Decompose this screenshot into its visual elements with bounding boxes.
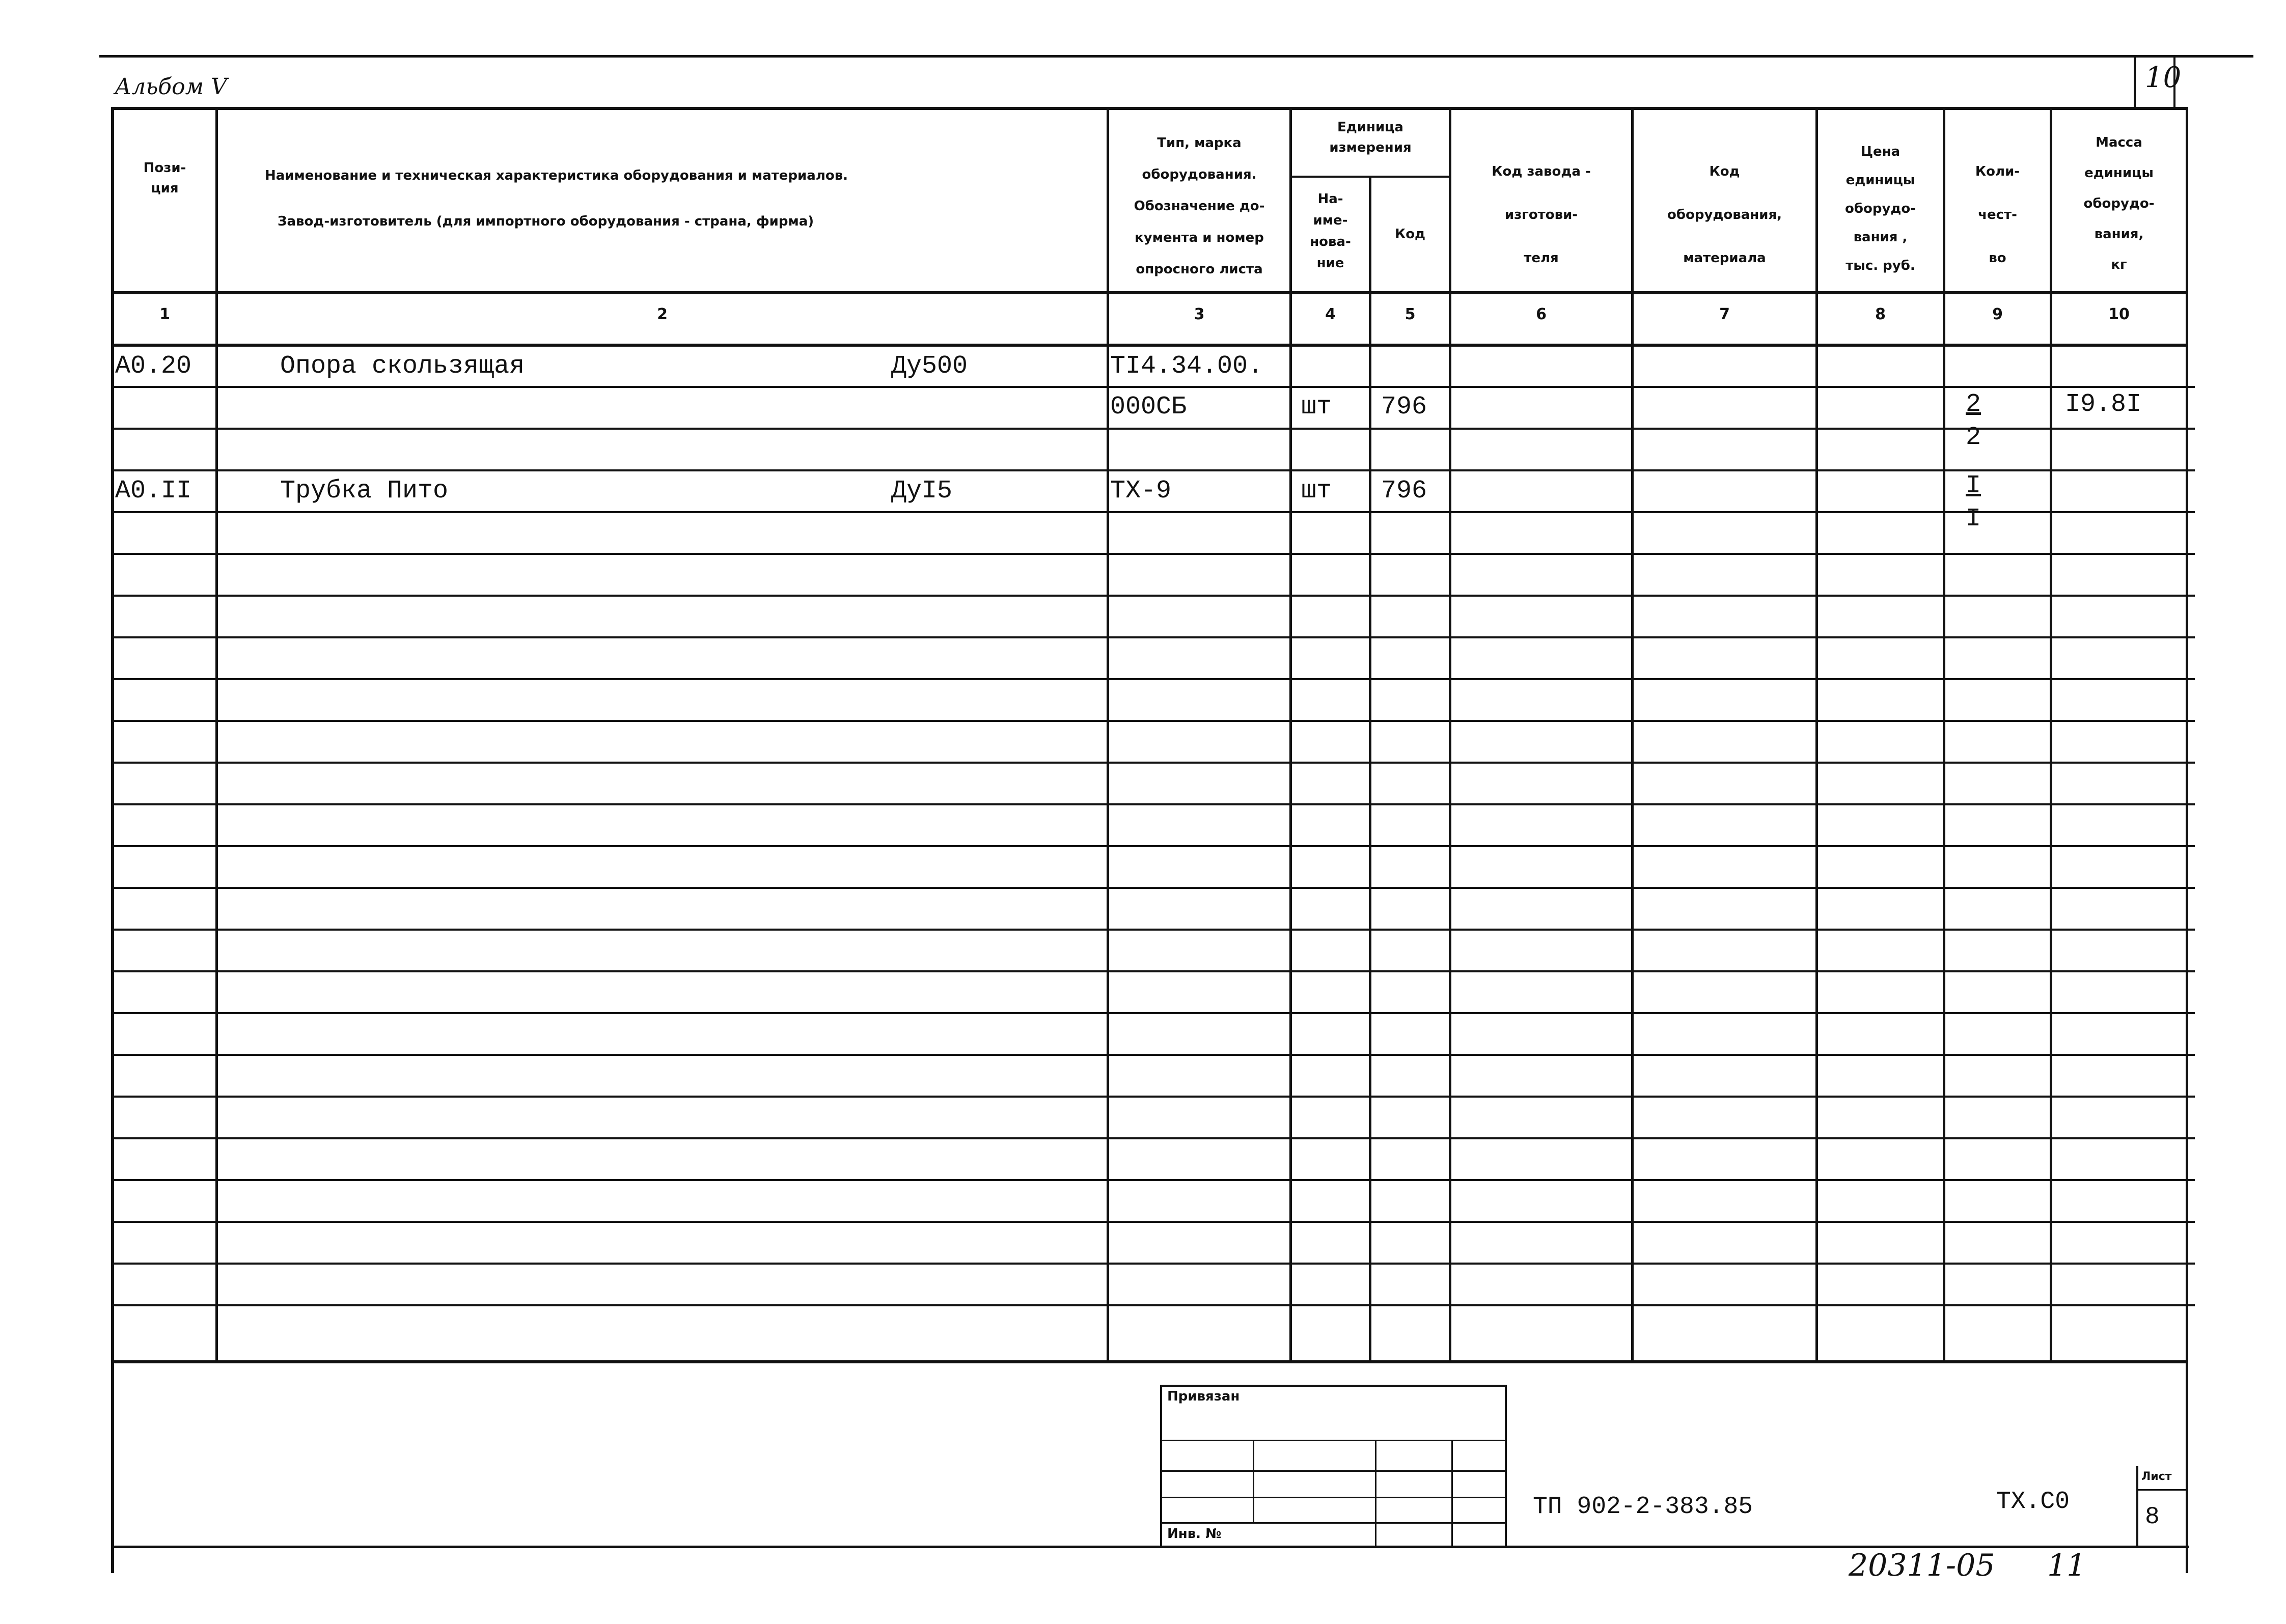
sheet-label: Лист [2141,1470,2172,1483]
sheet-box-left [2136,1466,2138,1548]
sheet-code: ТХ.С0 [1996,1488,2070,1516]
table-top-border [111,107,2186,110]
colnum-1: 1 [159,305,170,323]
header-mass: Масса единицы оборудо- вания, кг [2083,135,2155,272]
colnum-3: 3 [1194,305,1205,323]
colnum-4: 4 [1325,305,1336,323]
row-designation-line1: TI4.34.00. [1110,352,1263,381]
row-quantity-top: I [1966,471,1981,500]
corner-box-left [2134,58,2136,108]
row-quantity-bottom: 2 [1966,423,1981,452]
colnum-7: 7 [1719,305,1730,323]
page-number: 10 [2145,61,2182,94]
row-size: ДуI5 [891,477,953,506]
unit-group-divider [1289,176,1449,178]
col-sep-1 [215,107,218,1362]
row-name: Трубка Пито [280,477,449,506]
stamp-col-3 [1451,1440,1453,1547]
stamp-inv-label: Инв. № [1167,1526,1222,1542]
row-unit-name: шт [1301,477,1332,506]
col-sep-6 [1631,107,1634,1362]
table-left-border [111,107,114,1573]
stamp-box-top [1160,1385,1506,1387]
col-sep-2 [1107,107,1109,1362]
header-name: Наименование и техническая характеристика оборудования и материалов. Завод-изготовитель (для импортного оборудования - страна, фирма) [265,168,848,229]
col-sep-9 [2050,107,2052,1362]
col-sep-8 [1943,107,1945,1362]
row-designation-line1: ТХ-9 [1110,477,1172,506]
row-position: A0.20 [115,352,192,381]
project-code: ТП 902-2-383.85 [1533,1493,1753,1521]
stamp-line-2 [1160,1470,1506,1472]
header-position: Пози- ция [143,160,186,196]
stamp-line-3 [1160,1497,1506,1498]
colnum-2: 2 [657,305,668,323]
sheet-number: 8 [2145,1503,2160,1531]
col-sep-7 [1815,107,1818,1362]
header-plant-code: Код завода - изготови- теля [1492,164,1591,266]
stamp-col-1 [1253,1440,1254,1524]
header-unit-name: На- име- нова- ние [1310,191,1351,271]
row-name: Опора скользящая [280,352,525,381]
stamp-col-2 [1375,1440,1376,1547]
sheet-box-divider [2136,1489,2187,1491]
header-unit-group: Единица измерения [1329,120,1412,155]
col-sep-4 [1369,176,1371,1362]
top-rule [99,55,2253,58]
header-equipment-code: Код оборудования, материала [1667,164,1782,266]
archive-number: 20311-05 [1849,1548,1995,1583]
colnum-5: 5 [1404,305,1416,323]
row-unit-name: шт [1301,393,1332,422]
colnum-9: 9 [1992,305,2003,323]
row-quantity-top: 2 [1966,390,1981,419]
col-sep-5 [1449,107,1451,1362]
colnum-10: 10 [2108,305,2130,323]
row-size: Ду500 [891,352,968,381]
row-unit-code: 796 [1381,477,1427,506]
header-designation: Тип, марка оборудования. Обозначение до- кумента и номер опросного листа [1134,135,1265,277]
stamp-line-1 [1160,1440,1506,1441]
stamp-line-4 [1160,1522,1506,1524]
stamp-tied-label: Привязан [1167,1389,1240,1404]
table-right-border [2186,107,2188,1573]
album-label: Альбом V [115,74,227,100]
archive-sheet: 11 [2047,1548,2086,1583]
row-unit-code: 796 [1381,393,1427,422]
col-sep-3 [1289,107,1292,1362]
row-designation-line2: 000СБ [1110,393,1187,422]
table-bottom-border [111,1360,2186,1363]
colnum-6: 6 [1536,305,1547,323]
colnum-8: 8 [1875,305,1886,323]
colnum-bottom-border [111,344,2186,347]
header-unit-code: Код [1394,227,1426,242]
header-quantity: Коли- чест- во [1975,164,2020,266]
row-mass: I9.8I [2065,390,2142,419]
row-quantity-bottom: I [1966,505,1981,534]
header-unit-price: Цена единицы оборудо- вания , тыс. руб. [1844,144,1916,273]
row-position: A0.II [115,477,192,506]
header-bottom-border [111,291,2186,294]
